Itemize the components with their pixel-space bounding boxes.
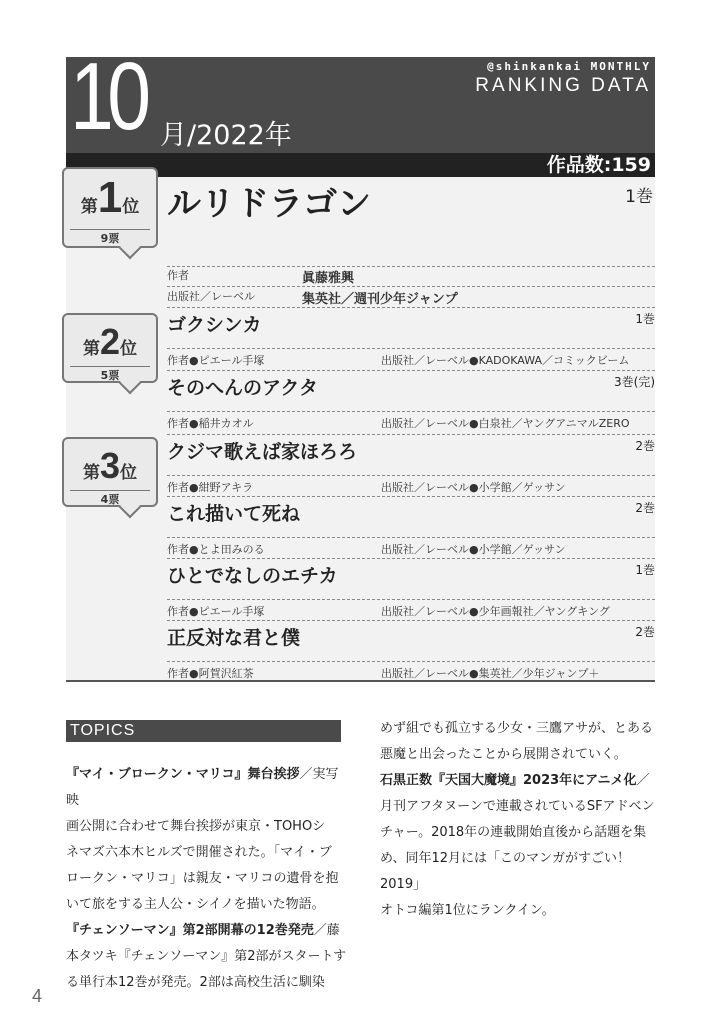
divider — [167, 348, 655, 349]
divider — [167, 661, 655, 662]
body-text: ／ — [636, 773, 650, 788]
body-text: オトコ編第1位にランクイン。 — [380, 903, 555, 918]
entry-author: 作者●ピエール手塚 — [167, 354, 265, 367]
page-number: 4 — [32, 986, 43, 1006]
rank-1-publisher-label: 出版社／レーベル — [167, 290, 255, 303]
text-line — [380, 768, 665, 794]
text-line — [66, 970, 348, 996]
rank-3-votes: 4票 — [70, 490, 150, 507]
rank-number: 2 — [99, 321, 121, 362]
body-text: ／実写映 — [66, 767, 339, 808]
rank-suffix: 位 — [122, 197, 140, 217]
body-text: ／藤 — [313, 923, 340, 938]
month-year: 月/2022年 — [160, 120, 292, 151]
body-text: チャー。2018年の連載開始直後から話題を集 — [380, 825, 647, 840]
entry-volume: 2巻 — [635, 625, 655, 639]
rank-2-badge — [62, 313, 158, 383]
rank-1-publisher: 集英社／週刊少年ジャンプ — [302, 292, 458, 307]
rank-1-text — [64, 173, 156, 223]
ranking-data-label: RANKING DATA — [475, 75, 651, 96]
text-line — [66, 944, 348, 970]
divider — [167, 411, 655, 412]
rank-prefix: 第 — [82, 463, 100, 483]
body-text: 画公開に合わせて舞台挨拶が東京・TOHOシ — [66, 819, 326, 834]
rank-3-badge — [62, 437, 158, 507]
entry-title: これ描いて死ね — [167, 503, 301, 525]
rank-1-author: 眞藤雅興 — [302, 271, 355, 286]
body-text: ロークン・マリコ」は親友・マリコの遺骨を抱 — [66, 871, 339, 886]
divider — [167, 266, 655, 267]
headline: 『マイ・ブロークン・マリコ』舞台挨拶 — [66, 767, 300, 782]
body-text: 本タツキ『チェンソーマン』第2部がスタートす — [66, 949, 347, 964]
rank-3-text — [64, 445, 156, 487]
headline: 『チェンソーマン』第2部開幕の12巻発売 — [66, 923, 314, 938]
body-text: 月刊アフタヌーンで連載されているSFアドベン — [380, 799, 655, 814]
text-line — [380, 820, 665, 846]
headline: 石黒正数『天国大魔境』2023年にアニメ化 — [380, 773, 637, 788]
topics-label: TOPICS — [70, 722, 136, 739]
ranking-entry — [167, 435, 655, 497]
body-text: めず組でも孤立する少女・三鷹アサが、とある — [380, 721, 654, 736]
text-line — [66, 840, 348, 866]
entry-author: 作者●阿賀沢紅茶 — [167, 667, 254, 680]
body-text: る単行本12巻が発売。2部は高校生活に馴染 — [66, 975, 325, 990]
rank-suffix: 位 — [120, 339, 138, 359]
publisher-line: @shinkankai MONTHLY — [487, 60, 651, 73]
body-text: め、同年12月には「このマンガがすごい！2019」 — [380, 851, 631, 892]
topics-right-column — [380, 716, 665, 924]
divider — [167, 537, 655, 538]
entry-title: ひとでなしのエチカ — [167, 565, 338, 587]
rank-2-text — [64, 321, 156, 363]
text-line — [66, 814, 348, 840]
rank-prefix: 第 — [82, 339, 100, 359]
text-line — [380, 846, 665, 898]
divider — [167, 475, 655, 476]
rank-number: 1 — [97, 173, 123, 222]
topics-left-column — [66, 762, 348, 996]
entry-author: 作者●稲井カオル — [167, 417, 254, 430]
rank-1-title: ルリドラゴン — [167, 184, 371, 224]
entry-author: 作者●紺野アキラ — [167, 481, 254, 494]
ranking-entry — [167, 308, 655, 371]
rank-number: 3 — [99, 445, 121, 486]
text-line — [66, 892, 348, 918]
entry-title: ゴクシンカ — [167, 314, 262, 336]
rank-1-author-label: 作者 — [167, 269, 189, 282]
text-line — [380, 716, 665, 742]
entry-title: そのへんのアクタ — [167, 377, 319, 399]
rank-2-votes: 5票 — [70, 366, 150, 383]
ranking-entry — [167, 497, 655, 559]
entry-publisher: 出版社／レーベル●集英社／少年ジャンプ＋ — [381, 667, 600, 680]
text-line — [380, 794, 665, 820]
entry-volume: 3巻(完) — [614, 375, 655, 389]
entry-author: 作者●とよ田みのる — [167, 543, 265, 556]
ranking-entry — [167, 621, 655, 682]
text-line — [380, 898, 665, 924]
entry-title: 正反対な君と僕 — [167, 627, 301, 649]
rank-1-badge — [62, 167, 158, 248]
entry-volume: 1巻 — [635, 563, 655, 577]
body-text: ネマズ六本木ヒルズで開催された。「マイ・ブ — [66, 845, 332, 860]
rank-1-volume: 1巻 — [625, 187, 653, 207]
entry-volume: 2巻 — [635, 439, 655, 453]
text-line — [66, 762, 348, 814]
header-banner — [66, 43, 655, 153]
ranking-entry — [167, 371, 655, 435]
month-number: 10 — [70, 43, 145, 150]
divider — [167, 286, 655, 287]
rank-suffix: 位 — [120, 463, 138, 483]
body-text: 悪魔と出会ったことから展開されていく。 — [380, 747, 627, 762]
work-count: 作品数:159 — [546, 154, 651, 176]
ranking-entry — [167, 559, 655, 621]
rank-1-votes: 9票 — [70, 229, 150, 246]
rank-prefix: 第 — [80, 197, 98, 217]
entry-publisher: 出版社／レーベル●少年画報社／ヤングキング — [381, 605, 610, 618]
entry-author: 作者●ピエール手塚 — [167, 605, 265, 618]
text-line — [66, 866, 348, 892]
body-text: いて旅をする主人公・シイノを描いた物語。 — [66, 897, 325, 912]
entry-volume: 2巻 — [635, 501, 655, 515]
entry-publisher: 出版社／レーベル●白泉社／ヤングアニマルZERO — [381, 417, 630, 430]
entry-volume: 1巻 — [635, 312, 655, 326]
entry-title: クジマ歌えば家ほろろ — [167, 441, 358, 463]
text-line — [380, 742, 665, 768]
entry-publisher: 出版社／レーベル●KADOKAWA／コミックビーム — [381, 354, 630, 367]
entry-publisher: 出版社／レーベル●小学館／ゲッサン — [381, 543, 566, 556]
topics-header — [66, 720, 341, 742]
entry-publisher: 出版社／レーベル●小学館／ゲッサン — [381, 481, 566, 494]
divider — [167, 599, 655, 600]
text-line — [66, 918, 348, 944]
